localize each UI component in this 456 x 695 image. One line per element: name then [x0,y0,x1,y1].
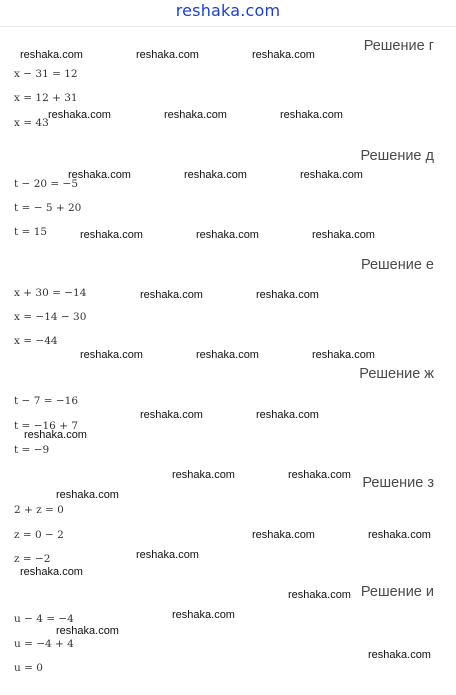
equation-line: t = 15 [14,226,48,238]
watermark: reshaka.com [256,289,319,301]
watermark: reshaka.com [136,549,199,561]
watermark: reshaka.com [196,349,259,361]
equation-line: x = −14 − 30 [14,311,87,323]
equation-line: t = − 5 + 20 [14,202,82,214]
watermark: reshaka.com [56,625,119,637]
watermark: reshaka.com [68,169,131,181]
watermark: reshaka.com [48,109,111,121]
watermark: reshaka.com [24,429,87,441]
watermark: reshaka.com [368,649,431,661]
equation-line: u − 4 = −4 [14,613,74,625]
watermark: reshaka.com [252,529,315,541]
watermark: reshaka.com [368,529,431,541]
watermark: reshaka.com [20,49,83,61]
watermark: reshaka.com [136,49,199,61]
watermark: reshaka.com [312,229,375,241]
equation-line: x − 31 = 12 [14,68,78,80]
watermark: reshaka.com [312,349,375,361]
equation-line: z = 0 − 2 [14,529,64,541]
equation-line: x = 12 + 31 [14,92,78,104]
site-logo[interactable]: reshaka.com [175,1,281,20]
watermark: reshaka.com [172,609,235,621]
watermark: reshaka.com [80,229,143,241]
watermark: reshaka.com [164,109,227,121]
header-divider [0,26,456,27]
equation-line: x + 30 = −14 [14,287,87,299]
watermark: reshaka.com [300,169,363,181]
solution-heading-e: Решение е [360,257,434,273]
watermark: reshaka.com [80,349,143,361]
watermark: reshaka.com [140,409,203,421]
watermark: reshaka.com [288,589,351,601]
watermark: reshaka.com [184,169,247,181]
equation-line: u = −4 + 4 [14,638,74,650]
equation-line: z = −2 [14,553,51,565]
equation-line: x = −44 [14,335,58,347]
equation-line: t = −16 + 7 [14,420,79,432]
equation-line: t − 20 = −5 [14,178,79,190]
watermark: reshaka.com [172,469,235,481]
solution-heading-d: Решение д [360,148,434,164]
watermark: reshaka.com [288,469,351,481]
solution-heading-zh: Решение ж [359,366,434,382]
watermark: reshaka.com [252,49,315,61]
equation-line: t = −9 [14,444,50,456]
equation-line: x = 43 [14,117,49,129]
watermark: reshaka.com [256,409,319,421]
solution-heading-z: Решение з [362,475,434,491]
watermark: reshaka.com [196,229,259,241]
watermark: reshaka.com [280,109,343,121]
watermark: reshaka.com [140,289,203,301]
solution-heading-i: Решение и [360,584,434,600]
equation-line: u = 0 [14,662,43,674]
solution-heading-g: Решение г [363,38,434,54]
watermark: reshaka.com [20,566,83,578]
watermark: reshaka.com [56,489,119,501]
equation-line: t − 7 = −16 [14,395,79,407]
equation-line: 2 + z = 0 [14,504,64,516]
